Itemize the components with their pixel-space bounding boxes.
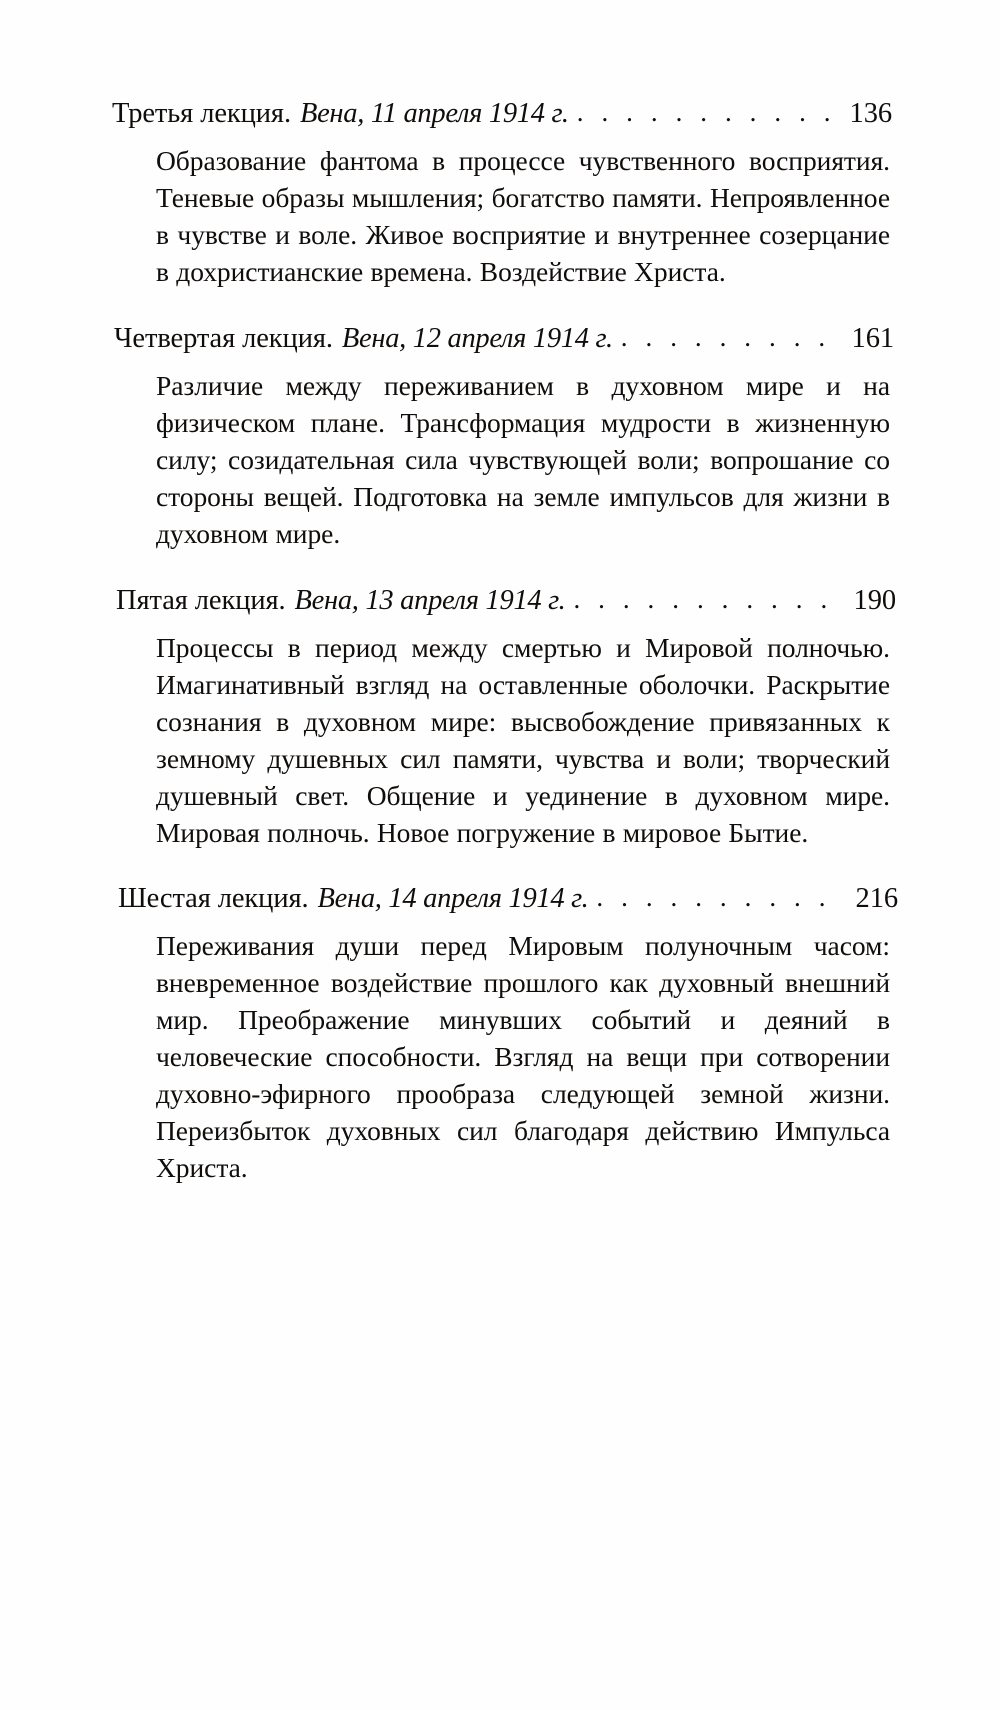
dot-leader [596, 880, 840, 914]
toc-entry-date: Вена, 11 апреля 1914 г. [299, 98, 569, 129]
toc-entry [112, 583, 896, 852]
toc-entry-page-number: 161 [851, 322, 894, 354]
dot-leader [573, 582, 838, 616]
toc-entry-heading[interactable] [112, 96, 892, 132]
toc-entry [112, 881, 898, 1187]
toc-entry-heading[interactable] [112, 321, 894, 357]
toc-entry-page-number: 136 [849, 98, 892, 129]
toc-entry-page-number: 216 [855, 883, 898, 915]
toc-entry-date: Вена, 12 апреля 1914 г. [341, 322, 613, 354]
toc-entry-title: Пятая лекция. [116, 584, 286, 616]
dot-leader [621, 320, 836, 354]
toc-entry-page-number: 190 [853, 584, 896, 616]
toc-entry-heading[interactable] [112, 881, 898, 917]
toc-entry-title: Четвертая лекция. [114, 322, 333, 354]
dot-leader [577, 95, 834, 129]
toc-entry-date: Вена, 13 апреля 1914 г. [294, 584, 566, 616]
toc-entry-description: Образование фантома в процессе чувственного восприятия. Теневые образы мышления; богатство памяти. Непроявленное в чувстве и воле. Живое восприятие и внутреннее созерцание в дохристианские времена. Воздействие Христа. [156, 144, 890, 287]
toc-entry-description: Переживания души перед Мировым полуночным часом: вневременное воздействие прошлого как духовный внешний мир. Преображение минувших событий и деяний в человеческие способности. Взгляд на вещи при сотворении духовно-эфирного прообраза следующей земной жизни. Переизбыток духовных сил благодаря действию Импульса Христа. [156, 930, 890, 1184]
toc-entry-title: Шестая лекция. [118, 883, 309, 915]
toc-entry-date: Вена, 14 апреля 1914 г. [317, 883, 589, 915]
toc-entry-title: Третья лекция. [112, 98, 291, 129]
toc-entry-description: Процессы в период между смертью и Мировой полночью. Имагинативный взгляд на оставленные оболочки. Раскрытие сознания в духовном мире: высвобождение привязанных к земному душевных сил памяти, чувства и воли; творческий душевный свет. Общение и уединение в духовном мире. Мировая полночь. Новое погружение в мировое Бытие. [156, 631, 890, 848]
toc-entry-description: Различие между переживанием в духовном мире и на физическом плане. Трансформация мудрости в жизненную силу; созидательная сила чувствующей воли; вопрошание со стороны вещей. Подготовка на земле импульсов для жизни в духовном мире. [156, 369, 890, 549]
toc-entry [112, 96, 892, 291]
table-of-contents [112, 96, 898, 1187]
toc-entry [112, 321, 892, 553]
toc-entry-heading[interactable] [112, 583, 896, 619]
